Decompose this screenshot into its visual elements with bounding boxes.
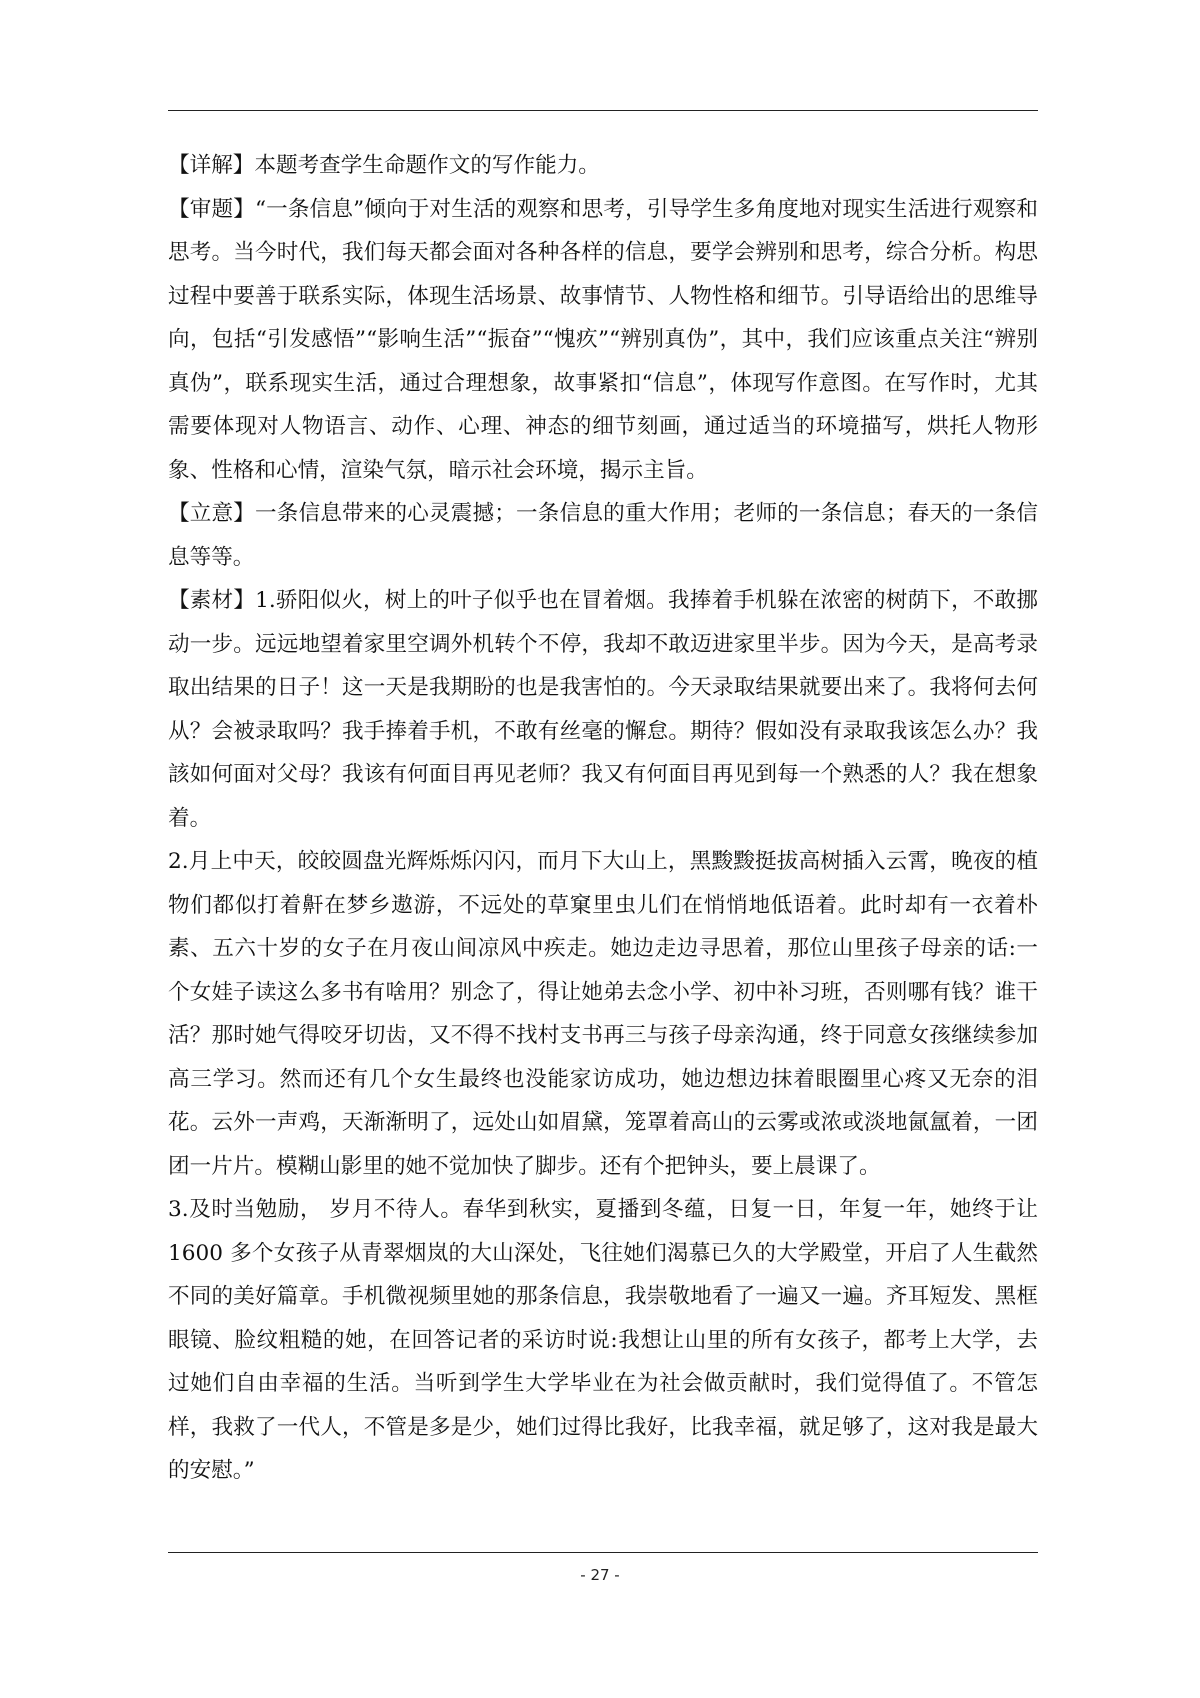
paragraph-material-1: 【素材】1.骄阳似火，树上的叶子似乎也在冒着烟。我捧着手机躲在浓密的树荫下，不敢挪动一步。远远地望着家里空调外机转个不停，我却不敢迈进家里半步。因为今天，是高考录取出结果的日子！这一天是我期盼的也是我害怕的。今天录取结果就要出来了。我将何去何从？会被录取吗？我手捧着手机，不敢有丝毫的懈怠。期待？假如没有录取我该怎么办？我該如何面对父母？我该有何面目再见老师？我又有何面目再见到每一个熟悉的人？我在想象着。 <box>168 588 1038 831</box>
paragraph-material-3: 3.及时当勉励， 岁月不待人。春华到秋实，夏播到冬蕴，日复一日，年复一年，她终于让 1600 多个女孩子从青翠烟岚的大山深处，飞往她们渴慕已久的大学殿堂，开启了人生截然不同的美好篇章。手机微视频里她的那条信息，我崇敬地看了一遍又一遍。齐耳短发、黑框眼镜、脸纹粗糙的她，在回答记者的采访时说:我想让山里的所有女孩子，都考上大学，去过她们自由幸福的生活。当听到学生大学毕业在为社会做贡献时，我们觉得值了。不管怎样，我救了一代人，不管是多是少，她们过得比我好，比我幸福，就足够了，这对我是最大的安慰。” <box>168 1197 1038 1483</box>
paragraph-detail: 【详解】本题考查学生命题作文的写作能力。 <box>168 153 600 178</box>
paragraph-topic-analysis: 【审题】“一条信息”倾向于对生活的观察和思考，引导学生多角度地对现实生活进行观察和思考。当今时代，我们每天都会面对各种各样的信息，要学会辨别和思考，综合分析。构思过程中要善于联系实际，体现生活场景、故事情节、人物性格和细节。引导语给出的思维导向，包括“引发感悟”“影响生活”“振奋”“愧疚”“辨别真伪”，其中，我们应该重点关注“辨别真伪”，联系现实生活，通过合理想象，故事紧扣“信息”，体现写作意图。在写作时，尤其需要体现对人物语言、动作、心理、神态的细节刻画，通过适当的环境描写，烘托人物形象、性格和心情，渲染气氛，暗示社会环境，揭示主旨。 <box>168 196 1038 483</box>
document-body <box>168 144 1038 1493</box>
paragraph-theme: 【立意】一条信息带来的心灵震撼；一条信息的重大作用；老师的一条信息；春天的一条信息等等。 <box>168 501 1038 570</box>
header-rule <box>168 110 1038 111</box>
page-number: - 27 - <box>580 1566 620 1584</box>
footer-rule <box>168 1552 1038 1553</box>
paragraph-material-2: 2.月上中天，皎皎圆盘光辉烁烁闪闪，而月下大山上，黑黢黢挺拔高树插入云霄，晚夜的植物们都似打着鼾在梦乡遨游，不远处的草窠里虫儿们在悄悄地低语着。此时却有一衣着朴素、五六十岁的女子在月夜山间凉风中疾走。她边走边寻思着，那位山里孩子母亲的话:一个女娃子读这么多书有啥用？别念了，得让她弟去念小学、初中补习班，否则哪有钱？谁干活？那时她气得咬牙切齿，又不得不找村支书再三与孩子母亲沟通，终于同意女孩继续参加高三学习。然而还有几个女生最终也没能家访成功，她边想边抹着眼圈里心疼又无奈的泪花。云外一声鸡，天渐渐明了，远处山如眉黛，笼罩着高山的云雾或浓或淡地氤氲着，一团团一片片。模糊山影里的她不觉加快了脚步。还有个把钟头，要上晨课了。 <box>168 849 1038 1179</box>
